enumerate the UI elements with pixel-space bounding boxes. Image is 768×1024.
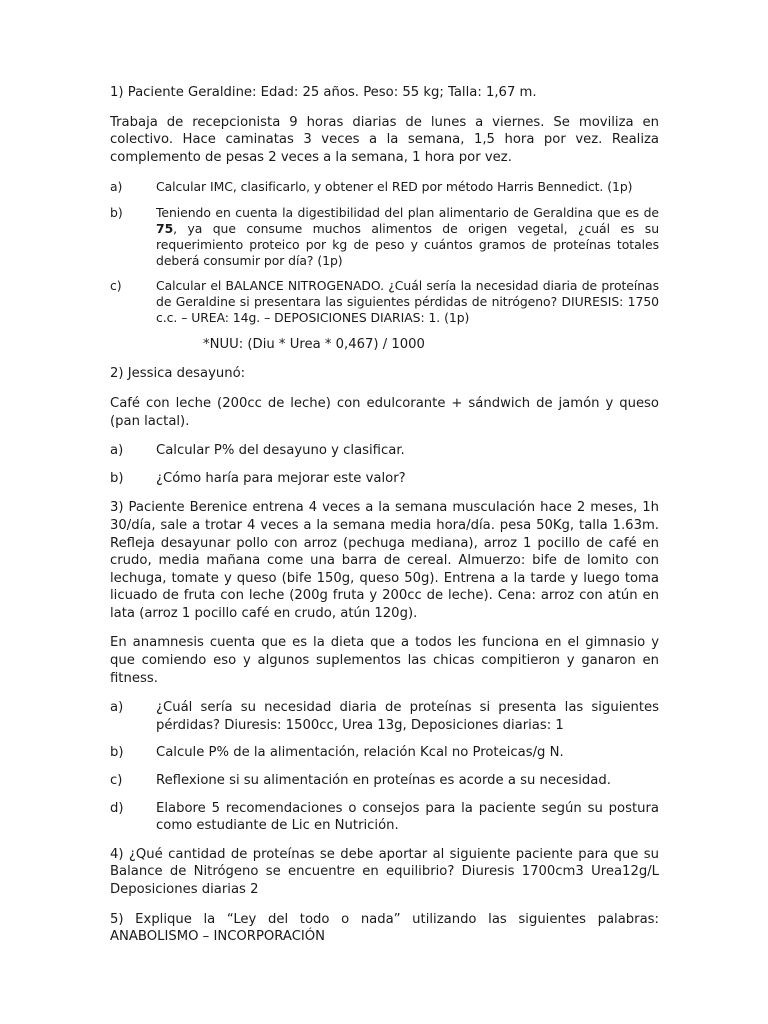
item-label: b) bbox=[110, 205, 123, 221]
item-text-pre: Teniendo en cuenta la digestibilidad del plan alimentario de Geraldina que es de bbox=[156, 205, 659, 221]
item-text: ¿Cuál sería su necesidad diaria de proteínas si presenta las siguientes pérdidas? Diuresis: 1500cc, Urea 13g, Deposiciones diarias: 1 bbox=[156, 700, 659, 733]
item-label: b) bbox=[110, 470, 124, 486]
q3-anamnesis: En anamnesis cuenta que es la dieta que a todos les funciona en el gimnasio y que comiendo eso y algunos suplementos las chicas compitieron y ganaron en fitness. bbox=[110, 635, 659, 686]
item-text: Calcular IMC, clasificarlo, y obtener el RED por método Harris Bennedict. (1p) bbox=[156, 179, 633, 195]
q3-item-d bbox=[110, 800, 659, 835]
item-label: a) bbox=[110, 443, 124, 459]
q1-item-b bbox=[110, 205, 659, 268]
item-label: b) bbox=[110, 745, 124, 761]
q3-intro: 3) Paciente Berenice entrena 4 veces a la semana musculación hace 2 meses, 1h 30/día, sale a trotar 4 veces a la semana media hora/día. pesa 50Kg, talla 1.63m. Refleja desayunar pollo con arroz (pechuga mediana), arroz 1 pocillo de café en crudo, media mañana come una barra de cereal. Almuerzo: bife de lomito con lechuga, tomate y queso (bife 150g, queso 50g). Entrena a la tarde y luego toma licuado de fruta con leche (200g fruta y 200cc de leche). Cena: arroz con atún en lata (arroz 1 pocillo café en crudo, atún 120g). bbox=[110, 500, 659, 621]
item-text: ¿Cómo haría para mejorar este valor? bbox=[156, 470, 406, 486]
q1-intro: Trabaja de recepcionista 9 horas diarias de lunes a viernes. Se moviliza en colectivo. Hace caminatas 3 veces a la semana, 1,5 hora por vez. Realiza complemento de pesas 2 veces a la semana, 1 hora por vez. bbox=[110, 114, 659, 165]
q4-text: 4) ¿Qué cantidad de proteínas se debe aportar al siguiente paciente para que su Balance de Nitrógeno se encuentre en equilibrio? Diuresis 1700cm3 Urea12g/L Deposiciones diarias 2 bbox=[110, 846, 659, 897]
item-label: c) bbox=[110, 278, 122, 294]
q2-title: 2) Jessica desayunó: bbox=[110, 366, 246, 382]
item-label: a) bbox=[110, 700, 124, 716]
q2-item-b bbox=[110, 470, 659, 488]
q5-text: 5) Explique la “Ley del todo o nada” utilizando las siguientes palabras: ANABOLISMO – INCORPORACIÓN bbox=[110, 911, 659, 945]
digestibility-value: 75 bbox=[156, 220, 174, 236]
q1-item-a bbox=[110, 179, 659, 195]
item-text: Elabore 5 recomendaciones o consejos para la paciente según su postura como estudiante de Lic en Nutrición. bbox=[156, 800, 659, 834]
q2-intro: Café con leche (200cc de leche) con edulcorante + sándwich de jamón y queso (pan lactal). bbox=[110, 395, 659, 429]
item-text: Calcular el BALANCE NITROGENADO. ¿Cuál sería la necesidad diaria de proteínas de Geraldine si presentara las siguientes pérdidas de nitrógeno? DIURESIS: 1750 c.c. – UREA: 14g. – DEPOSICIONES DIARIAS: 1. (1p) bbox=[156, 278, 659, 325]
q2-item-a bbox=[110, 442, 659, 460]
q3-item-c bbox=[110, 772, 659, 790]
item-text: Calcular P% del desayuno y clasificar. bbox=[156, 443, 405, 459]
nuu-formula: *NUU: (Diu * Urea * 0,467) / 1000 bbox=[203, 336, 425, 352]
q3-item-b bbox=[110, 744, 659, 762]
item-text bbox=[156, 205, 659, 268]
q1-title: 1) Paciente Geraldine: Edad: 25 años. Peso: 55 kg; Talla: 1,67 m. bbox=[110, 85, 537, 100]
item-label: a) bbox=[110, 179, 123, 195]
item-label: d) bbox=[110, 800, 124, 816]
item-label: c) bbox=[110, 773, 123, 789]
q1-item-c bbox=[110, 278, 659, 325]
item-text: Reflexione si su alimentación en proteínas es acorde a su necesidad. bbox=[156, 773, 611, 789]
q3-item-a bbox=[110, 699, 659, 734]
item-text: Calcule P% de la alimentación, relación Kcal no Proteicas/g N. bbox=[156, 745, 564, 761]
item-text-post: , ya que consume muchos alimentos de origen vegetal, ¿cuál es su requerimiento proteico por kg de peso y cuántos gramos de proteínas totales deberá consumir por día? (1p) bbox=[156, 220, 659, 268]
document-page bbox=[110, 84, 659, 946]
